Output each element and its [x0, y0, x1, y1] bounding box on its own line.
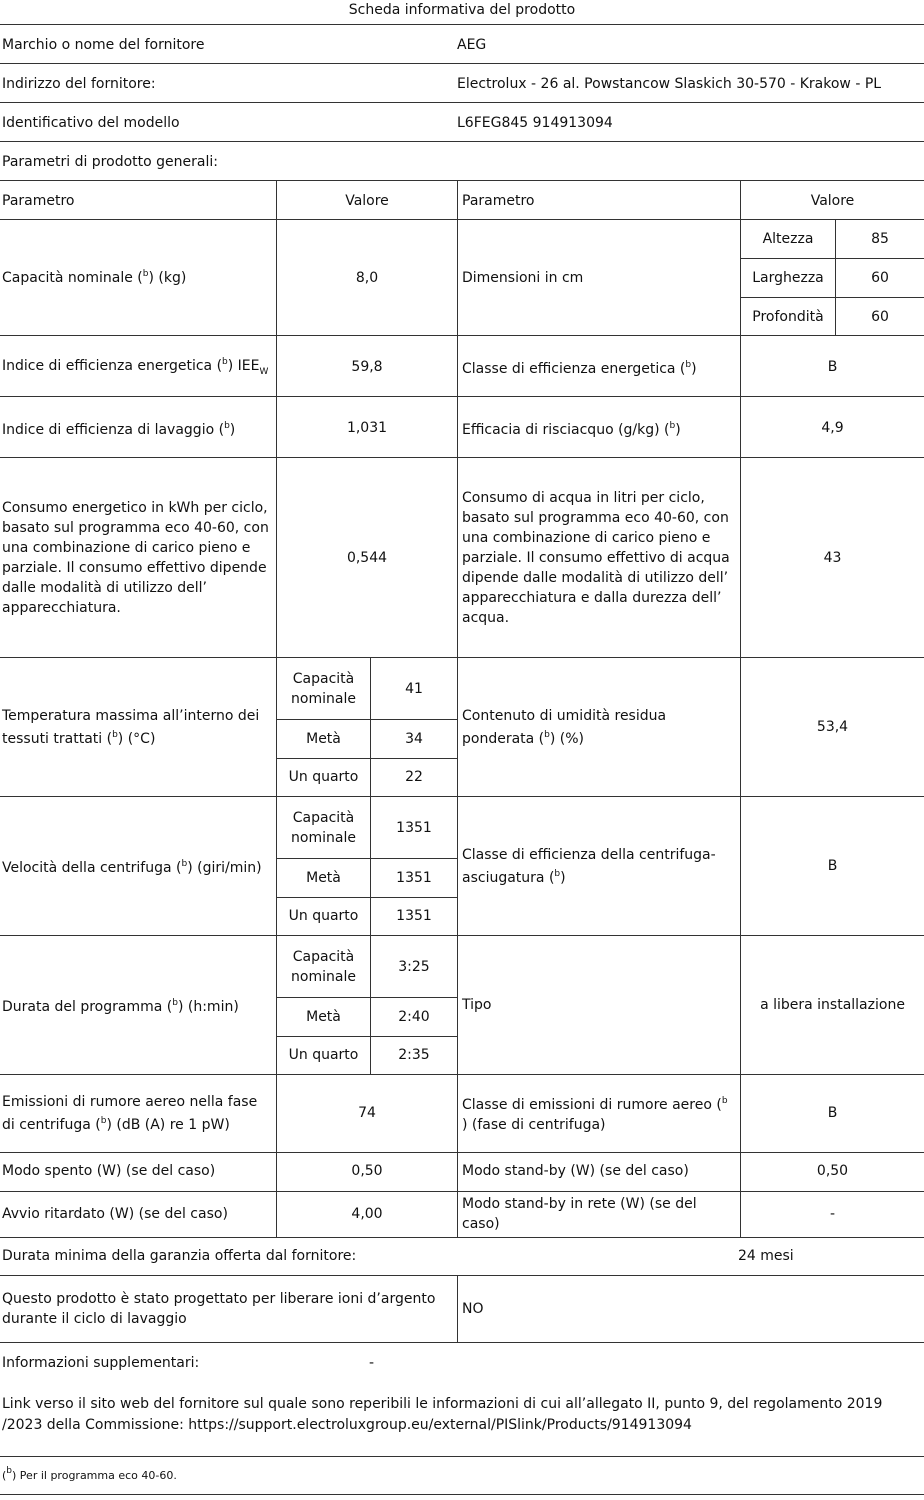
rated-capacity-label: nominale	[291, 691, 356, 707]
spin-label: Velocità della centrifuga ($^b$) (giri/min)	[2, 859, 262, 876]
network-standby-label: Modo stand-by in rete (W) (se del	[462, 1196, 697, 1212]
width-label: Larghezza	[752, 270, 824, 286]
spin-half-value: 1351	[396, 870, 432, 886]
model-value: L6FEG845 914913094	[457, 115, 613, 131]
rule	[0, 1456, 924, 1457]
rule	[0, 102, 924, 103]
supplementary-value: -	[369, 1355, 375, 1371]
rule	[277, 997, 457, 998]
water-consumption-label: Consumo di acqua in litri per ciclo, basato sul programma eco 40-60, con una combinazione di carico pieno e parziale. Il consumo effettivo di acqua dipende dalle modalità di utilizzo dell’ apparecchiatura e dalla durezza dell’ acqua.	[462, 490, 730, 626]
standby-label: Modo stand-by (W) (se del caso)	[462, 1163, 689, 1179]
rinse-value: 4,9	[821, 420, 844, 436]
rule	[0, 1237, 924, 1238]
temp-quarter-value: 22	[405, 769, 423, 785]
rule	[277, 1036, 457, 1037]
rule	[0, 219, 924, 220]
general-params-heading: Parametri di prodotto generali:	[2, 154, 218, 170]
value-header: Valore	[345, 193, 389, 209]
rule	[0, 1342, 924, 1343]
quarter-label: Un quarto	[288, 908, 359, 924]
page-title: Scheda informativa del prodotto	[348, 2, 576, 18]
quarter-label: Un quarto	[288, 1047, 359, 1063]
noise-label: di centrifuga ($^b$) (dB (A) re 1 pW)	[2, 1116, 230, 1133]
moisture-label: ponderata ($^b$) (%)	[462, 730, 584, 747]
temperature-label: Temperatura massima all’interno dei	[2, 708, 260, 724]
supplier-link-text: Link verso il sito web del fornitore sul quale sono reperibili le informazioni di cui all’allegato II, punto 9, del regolamento 2019	[2, 1396, 883, 1412]
quarter-label: Un quarto	[288, 769, 359, 785]
noise-label: Emissioni di rumore aereo nella fase	[2, 1094, 258, 1110]
rated-capacity-label: Capacità	[292, 810, 355, 826]
off-mode-value: 0,50	[351, 1163, 383, 1179]
noise-class-label: ) (fase di centrifuga)	[462, 1117, 606, 1133]
half-label: Metà	[306, 870, 341, 886]
rule	[277, 758, 457, 759]
rule	[0, 1275, 924, 1276]
address-value: Electrolux - 26 al. Powstancow Slaskich 30-570 - Krakow - PL	[457, 76, 882, 92]
iee-label: Indice di efficienza energetica ($^b$) $IEE_W$	[2, 357, 269, 377]
wash-index-value: 1,031	[346, 420, 388, 436]
rule	[0, 63, 924, 64]
supplier-link-text: /2023 della Commissione: https://support.electroluxgroup.eu/external/PISlink/Products/914913094	[2, 1417, 692, 1433]
duration-quarter-value: 2:35	[398, 1047, 430, 1063]
wash-index-label: Indice di efficienza di lavaggio ($^b$)	[2, 421, 236, 438]
rule	[0, 796, 924, 797]
silver-ions-label: durante il ciclo di lavaggio	[2, 1311, 187, 1327]
energy-consumption-label: Consumo energetico in kWh per ciclo, basato sul programma eco 40-60, con una combinazione di carico pieno e parziale. Il consumo effettivo dipende dalle modalità di utilizzo dell’ apparecchiatura.	[2, 500, 269, 616]
rule	[277, 719, 457, 720]
height-value: 85	[871, 231, 889, 247]
moisture-value: 53,4	[816, 719, 849, 735]
noise-value: 74	[358, 1105, 376, 1121]
rule	[0, 141, 924, 142]
delay-value: 4,00	[351, 1206, 383, 1222]
rule	[740, 297, 924, 298]
param-header: Parametro	[462, 193, 535, 209]
address-label: Indirizzo del fornitore:	[2, 76, 156, 92]
duration-label: Durata del programma ($^b$) (h:min)	[2, 998, 239, 1015]
param-header: Parametro	[2, 193, 75, 209]
network-standby-value: -	[829, 1206, 836, 1222]
spin-class-value: B	[827, 858, 838, 874]
warranty-value: 24 mesi	[738, 1248, 794, 1264]
duration-half-value: 2:40	[398, 1009, 430, 1025]
rinse-label: Efficacia di risciacquo (g/kg) ($^b$)	[462, 421, 681, 438]
energy-consumption-value: 0,544	[346, 550, 388, 566]
silver-ions-value: NO	[462, 1301, 484, 1317]
rule	[0, 457, 924, 458]
rule	[457, 1275, 458, 1342]
brand-value: AEG	[457, 37, 487, 53]
rated-capacity-label: nominale	[291, 969, 356, 985]
brand-label: Marchio o nome del fornitore	[2, 37, 205, 53]
rule	[277, 897, 457, 898]
rule	[0, 1494, 924, 1495]
iee-value: 59,8	[351, 359, 383, 375]
temperature-label: tessuti trattati ($^b$) (°C)	[2, 730, 156, 747]
rule	[0, 1191, 924, 1192]
width-value: 60	[871, 270, 889, 286]
temp-half-value: 34	[405, 731, 423, 747]
spin-quarter-value: 1351	[396, 908, 432, 924]
moisture-label: Contenuto di umidità residua	[462, 708, 667, 724]
duration-rated-value: 3:25	[398, 959, 430, 975]
spin-class-label: asciugatura ($^b$)	[462, 869, 566, 886]
depth-value: 60	[871, 309, 889, 325]
value-header: Valore	[810, 193, 855, 209]
rated-capacity-label: Capacità	[292, 671, 355, 687]
half-label: Metà	[306, 1009, 341, 1025]
type-label: Tipo	[462, 997, 492, 1013]
rule	[0, 396, 924, 397]
water-consumption-value: 43	[823, 550, 842, 566]
rule	[740, 180, 741, 1237]
silver-ions-label: Questo prodotto è stato progettato per liberare ioni d’argento	[2, 1291, 436, 1307]
depth-label: Profondità	[752, 309, 824, 325]
rule	[740, 258, 924, 259]
supplementary-label: Informazioni supplementari:	[2, 1355, 200, 1371]
rule	[0, 657, 924, 658]
rated-capacity-label: Capacità	[292, 949, 355, 965]
energy-class-label: Classe di efficienza energetica ($^b$)	[462, 360, 697, 377]
warranty-label: Durata minima della garanzia offerta dal fornitore:	[2, 1248, 357, 1264]
network-standby-label: caso)	[462, 1216, 500, 1232]
dimensions-label: Dimensioni in cm	[462, 270, 584, 286]
rule	[0, 180, 924, 181]
rule	[0, 24, 924, 25]
noise-class-value: B	[827, 1105, 838, 1121]
rule	[277, 858, 457, 859]
spin-rated-value: 1351	[396, 820, 432, 836]
height-label: Altezza	[762, 231, 814, 247]
half-label: Metà	[306, 731, 341, 747]
model-label: Identificativo del modello	[2, 115, 180, 131]
noise-class-label: Classe di emissioni di rumore aereo ($^b$	[462, 1096, 728, 1113]
rule	[0, 1074, 924, 1075]
capacity-value: 8,0	[355, 270, 379, 286]
capacity-label: Capacità nominale ($^b$) (kg)	[2, 269, 187, 286]
type-value: a libera installazione	[760, 997, 905, 1013]
spin-class-label: Classe di efficienza della centrifuga-	[462, 847, 716, 863]
footnote: ($^b$) Per il programma eco 40-60.	[2, 1466, 177, 1482]
rated-capacity-label: nominale	[291, 830, 356, 846]
rule	[0, 935, 924, 936]
temp-rated-value: 41	[405, 681, 423, 697]
rule	[0, 1152, 924, 1153]
delay-label: Avvio ritardato (W) (se del caso)	[2, 1206, 228, 1222]
off-mode-label: Modo spento (W) (se del caso)	[2, 1163, 216, 1179]
rule	[457, 180, 458, 1237]
standby-value: 0,50	[816, 1163, 849, 1179]
rule	[0, 335, 924, 336]
energy-class-value: B	[827, 359, 838, 375]
